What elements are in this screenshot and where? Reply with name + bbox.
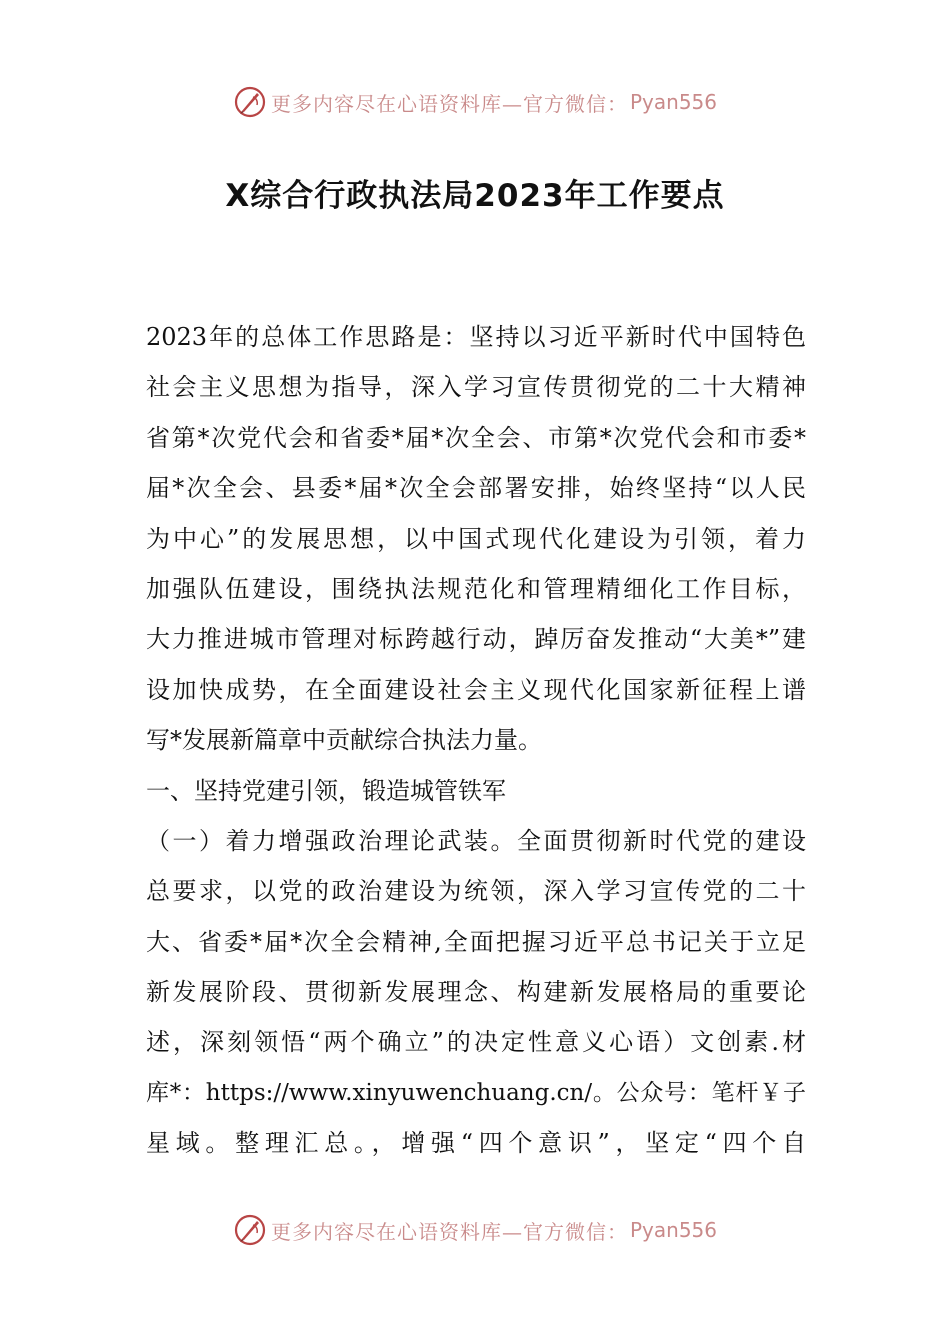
document-body: [146, 312, 806, 1169]
watermark-text: 更多内容尽在心语资料库—官方微信：: [270, 91, 628, 116]
body-line: 述，深刻领悟“两个确立”的决定性意义心语）文创素.材: [146, 1028, 806, 1057]
body-line: 总要求，以党的政治建设为统领，深入学习宣传党的二十: [146, 877, 806, 906]
quill-logo-icon: [233, 85, 267, 119]
body-line: 大力推进城市管理对标跨越行动，踔厉奋发推动“大美*”建: [146, 625, 806, 654]
body-line: 设加快成势，在全面建设社会主义现代化国家新征程上谱: [146, 675, 806, 704]
body-line: （一）着力增强政治理论武装。全面贯彻新时代党的建设: [146, 826, 806, 855]
body-line: 大、省委*届*次全会精神,全面把握习近平总书记关于立足: [146, 927, 806, 956]
body-line: 省第*次党代会和省委*届*次全会、市第*次党代会和市委*: [146, 423, 806, 452]
body-line: 社会主义思想为指导，深入学习宣传贯彻党的二十大精神: [146, 373, 806, 402]
body-line: 星域。整理汇总。，增强“四个意识”，坚定“四个自: [146, 1129, 806, 1158]
footer-watermark: [0, 1210, 950, 1250]
watermark-text: 更多内容尽在心语资料库—官方微信：: [270, 1219, 628, 1244]
watermark-wechat-id: Pyan556: [629, 1218, 717, 1242]
document-title: X综合行政执法局2023年工作要点: [225, 178, 725, 214]
watermark-wechat-id: Pyan556: [629, 90, 717, 114]
body-line: 2023年的总体工作思路是：坚持以习近平新时代中国特色: [146, 323, 806, 351]
body-line: 届*次全会、县委*届*次全会部署安排，始终坚持“以人民: [146, 474, 806, 503]
section-heading: 一、坚持党建引领，锻造城管铁军: [146, 776, 506, 805]
body-line: 库*：https://www.xinyuwenchuang.cn/。公众号：笔杆￥子: [146, 1079, 806, 1106]
header-watermark: [0, 82, 950, 122]
quill-logo-icon: [233, 1213, 267, 1247]
body-line: 写*发展新篇章中贡献综合执法力量。: [146, 726, 542, 755]
body-line: 加强队伍建设，围绕执法规范化和管理精细化工作目标，: [146, 574, 806, 603]
body-line: 为中心”的发展思想，以中国式现代化建设为引领，着力: [146, 524, 806, 553]
body-line: 新发展阶段、贯彻新发展理念、构建新发展格局的重要论: [146, 978, 806, 1007]
